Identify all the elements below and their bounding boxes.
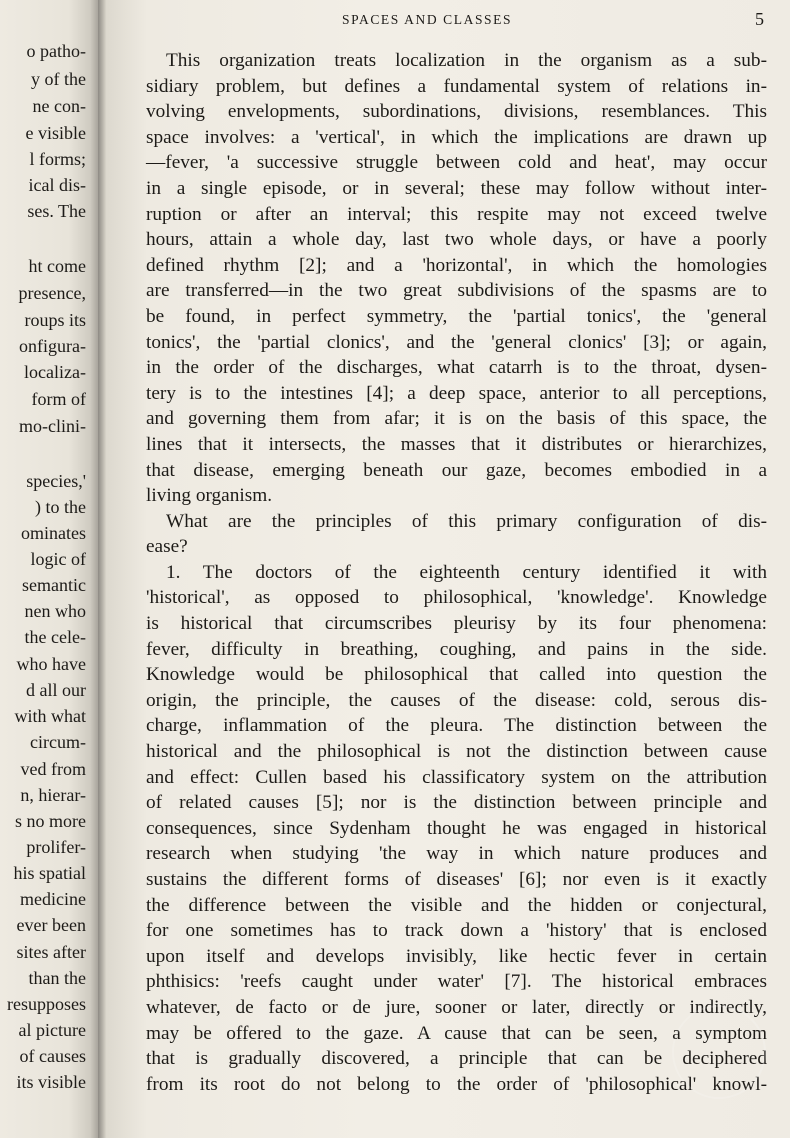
- text-line: and governing them from afar; it is on the basis of this space, the: [146, 408, 767, 430]
- left-page-fragment: ) to the: [35, 497, 86, 517]
- left-page-fragment: o patho-: [26, 41, 86, 61]
- text-line: of related causes [5]; nor is the distinction between principle and: [146, 792, 767, 814]
- text-line: are transferred—in the two great subdivisions of the spasms are to: [146, 280, 767, 302]
- left-page-fragment: species,': [26, 471, 86, 491]
- text-line: tery is to the intestines [4]; a deep space, anterior to all perceptions,: [146, 382, 767, 404]
- left-page-fragment: onfigura-: [19, 336, 86, 356]
- text-line: sustains the different forms of diseases' [6]; nor even is it exactly: [146, 869, 767, 890]
- left-page-fragment: e visible: [25, 123, 86, 143]
- left-page-fragment: n, hierar-: [20, 785, 86, 805]
- left-page-fragment: resupposes: [7, 994, 86, 1014]
- left-page-fragment: roups its: [24, 310, 86, 330]
- text-line: and effect: Cullen based his classificatory system on the attribution: [146, 766, 767, 788]
- left-page-fragment: with what: [14, 706, 86, 726]
- text-line: ease?: [146, 536, 188, 558]
- text-line: volving envelopments, subordinations, divisions, resemblances. This: [146, 101, 767, 123]
- text-line: This organization treats localization in the organism as a sub-: [166, 50, 767, 71]
- page-number: 5: [755, 9, 764, 29]
- text-line: tonics', the 'partial clonics', and the 'general clonics' [3]; or again,: [146, 331, 767, 353]
- text-line: consequences, since Sydenham thought he was engaged in historical: [146, 817, 767, 839]
- text-line: from its root do not belong to the order of 'philosophical' knowl-: [146, 1073, 767, 1095]
- left-page-fragment: l forms;: [29, 149, 86, 169]
- text-line: What are the principles of this primary configuration of dis-: [166, 510, 767, 532]
- text-line: 'historical', as opposed to philosophical, 'knowledge'. Knowledge: [146, 587, 767, 609]
- left-page-fragment: prolifer-: [26, 837, 86, 857]
- text-line: fever, difficulty in breathing, coughing, and pains in the side.: [146, 638, 767, 660]
- text-line: ruption or after an interval; this respite may not exceed twelve: [146, 203, 767, 225]
- body-text: [146, 48, 767, 1097]
- text-line: Knowledge would be philosophical that called into question the: [146, 664, 767, 686]
- left-page-fragment: his spatial: [13, 863, 86, 883]
- left-page-fragment: medicine: [20, 889, 86, 909]
- left-page-fragment: s no more: [15, 811, 86, 831]
- left-page-fragment: localiza-: [24, 362, 86, 382]
- text-line: the difference between the visible and the hidden or conjectural,: [146, 894, 767, 916]
- left-page-fragment: mo-clini-: [19, 416, 86, 436]
- left-page-fragment: ht come: [28, 256, 86, 276]
- text-line: research when studying 'the way in which nature produces and: [146, 843, 767, 865]
- text-line: defined rhythm [2]; and a 'horizontal', in which the homologies: [146, 254, 767, 276]
- left-page-edge: [0, 0, 98, 1138]
- left-page-fragment: ical dis-: [28, 175, 86, 195]
- left-page-fragment: the cele-: [24, 627, 86, 647]
- text-line: in a single episode, or in several; these may follow without inter-: [146, 177, 767, 199]
- text-line: origin, the principle, the causes of the disease: cold, serous dis-: [146, 689, 767, 711]
- text-line: charge, inflammation of the pleura. The distinction between the: [146, 715, 767, 737]
- left-page-fragment: form of: [31, 389, 86, 409]
- text-line: sidiary problem, but defines a fundamental system of relations in-: [146, 75, 767, 97]
- left-page-fragment: its visible: [16, 1072, 86, 1092]
- text-line: for one sometimes has to track down a 'history' that is enclosed: [146, 920, 767, 942]
- text-line: may be offered to the gaze. A cause that can be seen, a symptom: [146, 1022, 767, 1044]
- left-page-fragment: circum-: [30, 732, 86, 752]
- left-page-fragment: logic of: [30, 549, 86, 569]
- left-page-fragment: ved from: [20, 759, 86, 779]
- left-page-fragment: sites after: [16, 942, 86, 962]
- text-line: upon itself and develops invisibly, like hectic fever in certain: [146, 945, 767, 967]
- text-line: phthisics: 'reefs caught under water' [7]. The historical embraces: [146, 971, 767, 993]
- left-page-fragment: who have: [16, 654, 86, 674]
- watermark-stamp: [672, 1005, 766, 1099]
- text-line: space involves: a 'vertical', in which the implications are drawn up: [146, 126, 767, 148]
- left-page-fragment: ominates: [21, 523, 86, 543]
- left-page-fragment: y of the: [31, 69, 86, 89]
- left-page-fragment: semantic: [22, 575, 86, 595]
- text-line: whatever, de facto or de jure, sooner or later, directly or indirectly,: [146, 996, 767, 1018]
- text-line: hours, attain a whole day, last two whole days, or have a poorly: [146, 229, 767, 251]
- left-page-fragment: than the: [28, 968, 86, 988]
- left-page-fragment: presence,: [18, 283, 86, 303]
- right-page: [106, 0, 790, 1138]
- text-line: historical and the philosophical is not the distinction between cause: [146, 741, 767, 763]
- text-line: that is gradually discovered, a principle that can be deciphered: [146, 1048, 767, 1070]
- left-page-fragment: ne con-: [32, 96, 86, 116]
- running-head: SPACES AND CLASSES: [342, 12, 513, 27]
- book-gutter: [98, 0, 106, 1138]
- left-page-fragment: of causes: [19, 1046, 86, 1066]
- text-line: be found, in perfect symmetry, the 'partial tonics', the 'general: [146, 305, 767, 327]
- text-line: that disease, emerging beneath our gaze, becomes embodied in a: [146, 459, 767, 481]
- text-line: in the order of the discharges, what catarrh is to the throat, dysen-: [146, 357, 767, 379]
- text-line: is historical that circumscribes pleurisy by its four phenomena:: [146, 613, 767, 635]
- left-page-fragment: ses. The: [27, 201, 86, 221]
- left-page-fragment: ever been: [16, 915, 86, 935]
- text-line: 1. The doctors of the eighteenth century identified it with: [166, 561, 767, 583]
- text-line: lines that it intersects, the masses that it distributes or hierarchizes,: [146, 433, 767, 455]
- text-line: —fever, 'a successive struggle between cold and heat', may occur: [146, 152, 767, 174]
- left-page-fragment: nen who: [24, 601, 86, 621]
- text-line: living organism.: [146, 485, 273, 507]
- left-page-fragment: al picture: [18, 1020, 86, 1040]
- left-page-fragment: d all our: [26, 680, 86, 700]
